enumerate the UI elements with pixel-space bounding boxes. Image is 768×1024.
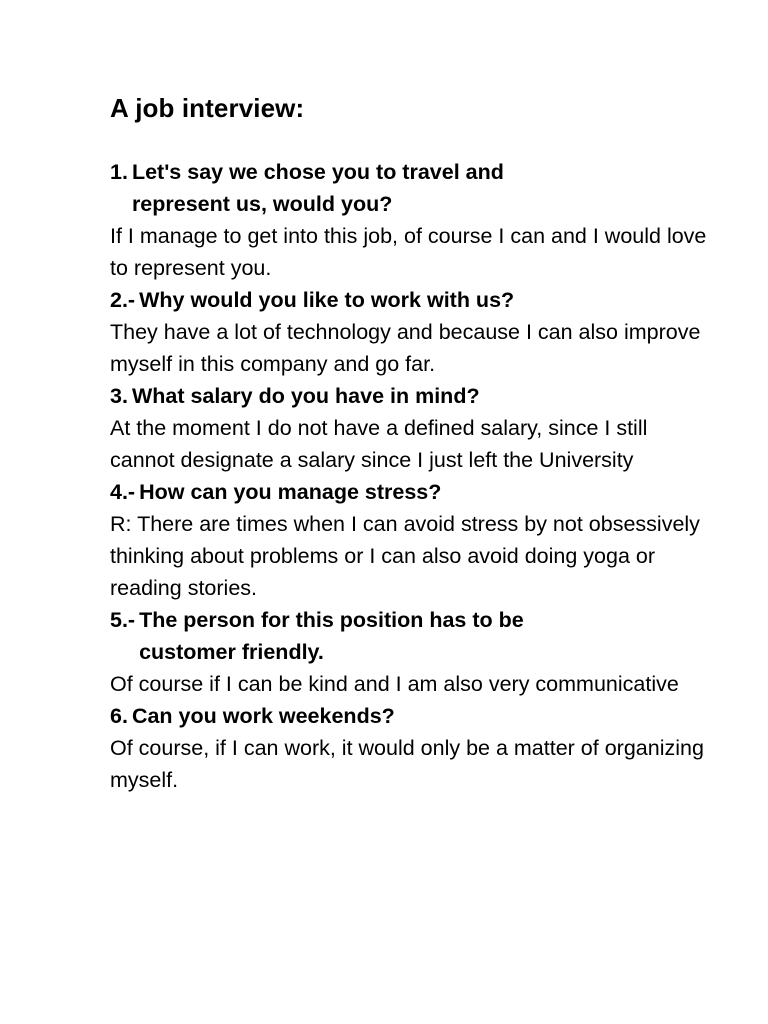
- answer-6: Of course, if I can work, it would only be a matter of organizing myself.: [110, 736, 704, 792]
- document-title: A job interview:: [110, 93, 305, 123]
- question-number: 5.-: [110, 608, 136, 632]
- qa-item-2: [110, 284, 710, 380]
- answer-3: At the moment I do not have a defined salary, since I still cannot designate a salary since I just left the University: [110, 416, 648, 472]
- question-text: Let's say we chose you to travel and represent us, would you?: [131, 160, 504, 216]
- question-text: Why would you like to work with us?: [139, 288, 515, 312]
- question-number: 4.-: [110, 480, 136, 504]
- document-page: [110, 88, 710, 796]
- answer-4: R: There are times when I can avoid stress by not obsessively thinking about problems or I can also avoid doing yoga or reading stories.: [110, 512, 700, 600]
- question-number: 1.: [110, 160, 128, 184]
- question-text: The person for this position has to be customer friendly.: [139, 608, 524, 664]
- question-number: 3.: [110, 384, 128, 408]
- question-3: [110, 380, 710, 412]
- qa-item-5: [110, 604, 710, 700]
- answer-5: Of course if I can be kind and I am also very communicative: [110, 672, 679, 696]
- qa-item-4: [110, 476, 710, 604]
- question-text: How can you manage stress?: [139, 480, 442, 504]
- question-number: 6.: [110, 704, 128, 728]
- question-number: 2.-: [110, 288, 136, 312]
- question-text: Can you work weekends?: [131, 704, 395, 728]
- question-6: [110, 700, 710, 732]
- qa-item-1: [110, 156, 710, 284]
- qa-item-6: [110, 700, 710, 796]
- question-1: [110, 156, 710, 220]
- qa-list: [110, 156, 710, 796]
- qa-item-3: [110, 380, 710, 476]
- question-text: What salary do you have in mind?: [131, 384, 480, 408]
- question-4: [110, 476, 710, 508]
- answer-1: If I manage to get into this job, of course I can and I would love to represent you.: [110, 224, 707, 280]
- answer-2: They have a lot of technology and because I can also improve myself in this company and go far.: [110, 320, 701, 376]
- question-5: [110, 604, 710, 668]
- question-2: [110, 284, 710, 316]
